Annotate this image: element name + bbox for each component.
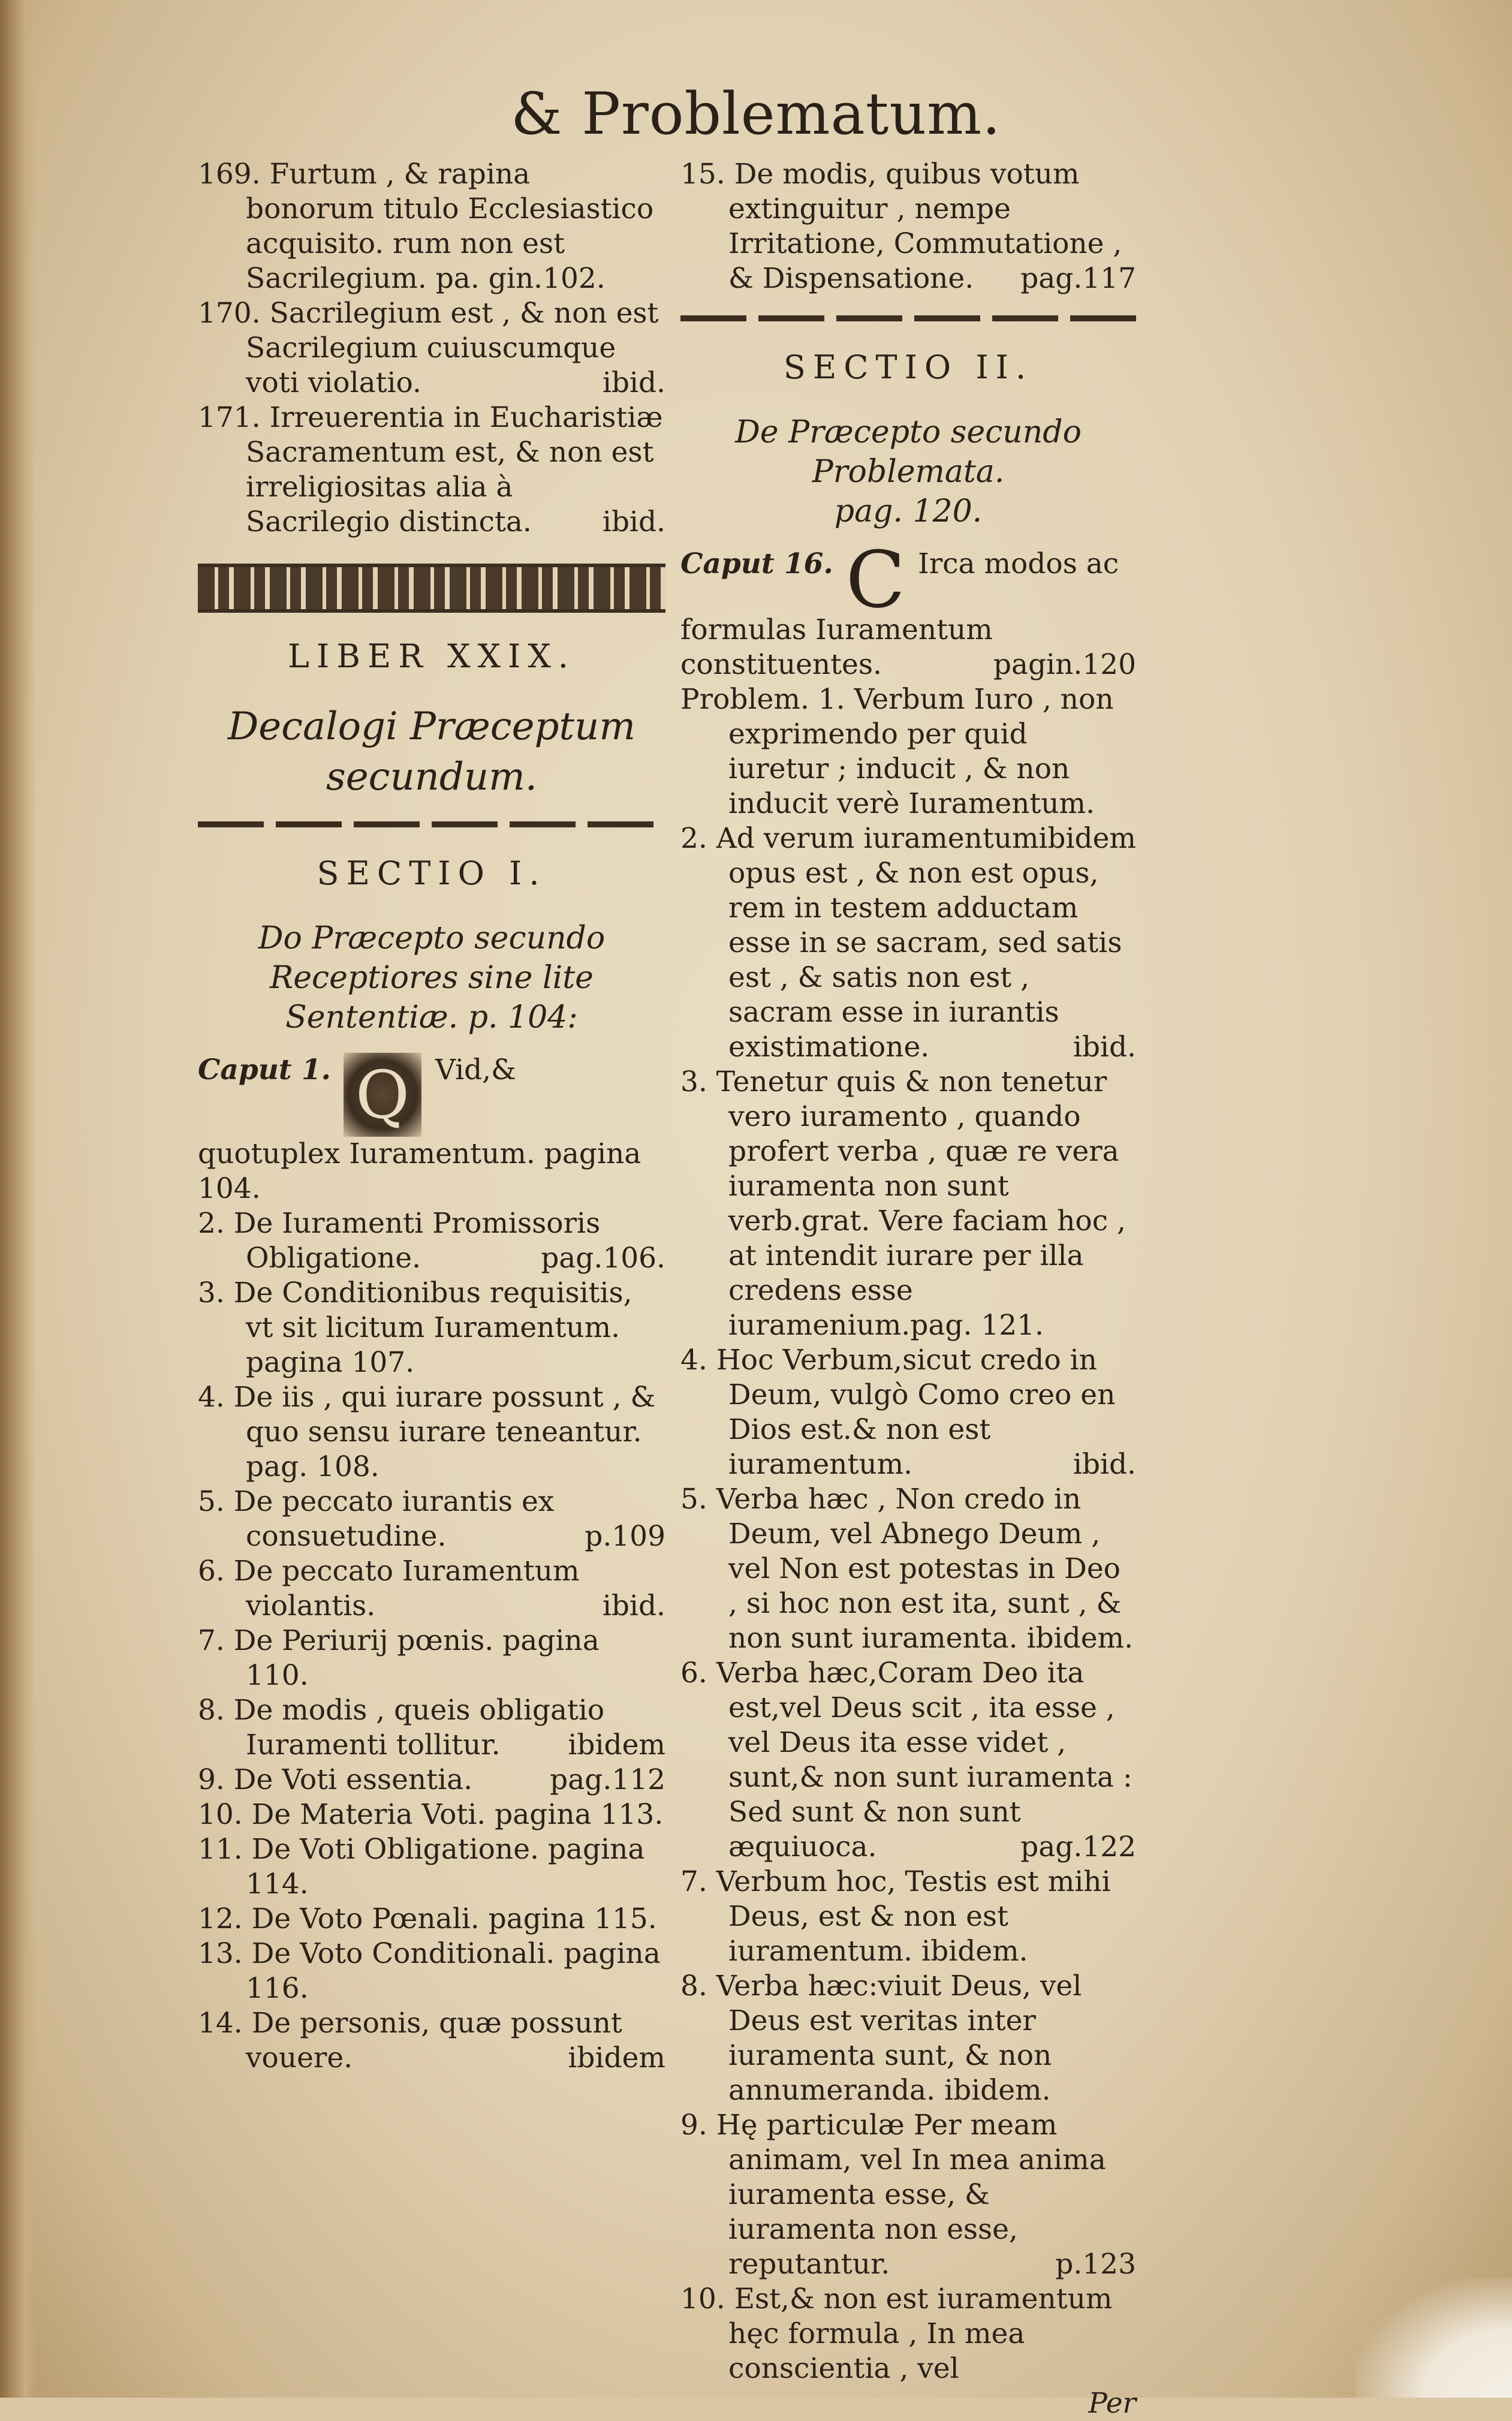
list-item: 4. Hoc Verbum,sicut credo in Deum, vulgò Como creo en Dios est.& non est iuramentum. ibid. <box>680 1344 1136 1481</box>
caput-label: Caput 16. <box>680 547 833 580</box>
caput-entry: Caput 16. C Irca modos ac formulas Iuramentum constituentes. pagin.120 <box>680 534 1136 681</box>
list-item: 4. De iis , qui iurare possunt , & quo sensu iurare teneantur. pag. 108. <box>198 1381 656 1483</box>
list-item: 11. De Voti Obligatione. pagina 114. <box>198 1833 645 1901</box>
list-item: 12. De Voto Pœnali. pagina 115. <box>198 1902 657 1935</box>
list-item: 13. De Voto Conditionali. pagina 116. <box>198 1937 661 2005</box>
list-item: 10. Est,& non est iuramentum hęc formula , In mea conscientia , vel <box>680 2283 1113 2385</box>
list-item: 15. De modis, quibus votum extinguitur , nempe Irritatione, Commutatione , & Dispensatione. pag.117 <box>680 158 1136 295</box>
list-item: 8. Verba hæc:viuit Deus, vel Deus est veritas inter iuramenta sunt, & non annumeranda. ibidem. <box>680 1970 1082 2107</box>
caput-text: Vid,& quotuplex Iuramentum. pagina 104. <box>198 1053 641 1205</box>
page-corner-wear <box>1356 2278 1512 2398</box>
right-column <box>680 157 1136 2421</box>
left-column <box>198 157 665 2076</box>
caput-entry <box>198 1053 665 1206</box>
divider <box>680 315 1136 321</box>
list-item: 3. De Conditionibus requisitis, vt sit licitum Iuramentum. pagina 107. <box>198 1276 632 1379</box>
sectio-subtitle: Do Præcepto secundo Receptiores sine lite Sententiæ. p. 104: <box>258 920 606 1035</box>
list-item: 9. Hę particulæ Per meam animam, vel In mea anima iuramenta esse, & iuramenta non esse, reputantur. p.123 <box>680 2109 1136 2281</box>
list-item: Problem. 1. Verbum Iuro , non exprimendo per quid iuretur ; inducit , & non inducit verè Iuramentum. ibidem <box>680 683 1136 855</box>
left-entry-list <box>198 1206 665 2076</box>
liber-heading: LIBER XXIX. <box>288 637 576 675</box>
list-item: 170. Sacrilegium est , & non est Sacrilegium cuiuscumque voti violatio. ibid. <box>198 297 665 399</box>
list-item: 5. De peccato iurantis ex consuetudine. p.109 <box>198 1485 665 1553</box>
list-item: 2. Ad verum iuramentum opus est , & non est opus, rem in testem adductam esse in se sacram, sed satis est , & satis non est , sacram esse in iurantis existimatione. ibid. <box>680 822 1136 1064</box>
list-item: 7. Verbum hoc, Testis est mihi Deus, est & non est iuramentum. ibidem. <box>680 1865 1111 1968</box>
list-item: 169. Furtum , & rapina bonorum titulo Ecclesiastico acquisito. rum non est Sacrilegium. pa. gin.102. <box>198 158 654 295</box>
page-gutter-shade <box>0 0 36 2398</box>
sectio-heading: SECTIO I. <box>317 854 547 892</box>
right-entry-list <box>680 682 1136 2386</box>
list-item: 6. Verba hæc,Coram Deo ita est,vel Deus scit , ita esse , vel Deus ita esse videt , sunt,& non sunt iuramenta : Sed sunt & non sunt æquiuoca. pag.122 <box>680 1657 1136 1863</box>
list-item: 7. De Periurij pœnis. pagina 110. <box>198 1624 600 1692</box>
sectio-heading: SECTIO II. <box>783 348 1034 386</box>
list-item: 3. Tenetur quis & non tenetur vero iuramento , quando profert verba , quæ re vera iuramenta non sunt verb.grat. Vere faciam hoc , at intendit iurare per illa credens esse iuramenium.pag. 121. <box>680 1065 1126 1342</box>
list-item: 5. Verba hæc , Non credo in Deum, vel Abnego Deum , vel Non est potestas in Deo , si hoc non est ita, sunt , & non sunt iuramenta. ibidem. <box>680 1483 1134 1655</box>
catchword: Per <box>1088 2387 1136 2420</box>
list-item: 8. De modis , queis obligatio Iuramenti tollitur. ibidem <box>198 1694 665 1761</box>
caput-text: Irca modos ac formulas Iuramentum constituentes. <box>680 547 1119 681</box>
page-header: & Problematum. <box>511 80 1001 147</box>
liber-title: Decalogi Præceptum secundum. <box>227 704 636 799</box>
list-item: 6. De peccato Iuramentum violantis. ibid. <box>198 1555 665 1622</box>
list-item: 14. De personis, quæ possunt vouere. ibidem <box>198 2007 665 2074</box>
divider <box>198 821 665 827</box>
ornamental-border <box>198 564 665 613</box>
list-item: 2. De Iuramenti Promissoris Obligatione. pag.106. <box>198 1207 665 1275</box>
decorated-initial: Q <box>344 1053 421 1137</box>
list-item: 9. De Voti essentia. pag.112 <box>198 1763 665 1796</box>
initial-letter: C <box>845 534 906 625</box>
list-item: 171. Irreuerentia in Eucharistiæ Sacramentum est, & non est irreligiositas alia à Sacrilegio distincta. ibid. <box>198 401 665 538</box>
list-item: 10. De Materia Voti. pagina 113. <box>198 1798 664 1831</box>
sectio-subtitle: De Præcepto secundo Problemata. pag. 120. <box>735 414 1082 529</box>
caput-label: Caput 1. <box>198 1053 332 1086</box>
